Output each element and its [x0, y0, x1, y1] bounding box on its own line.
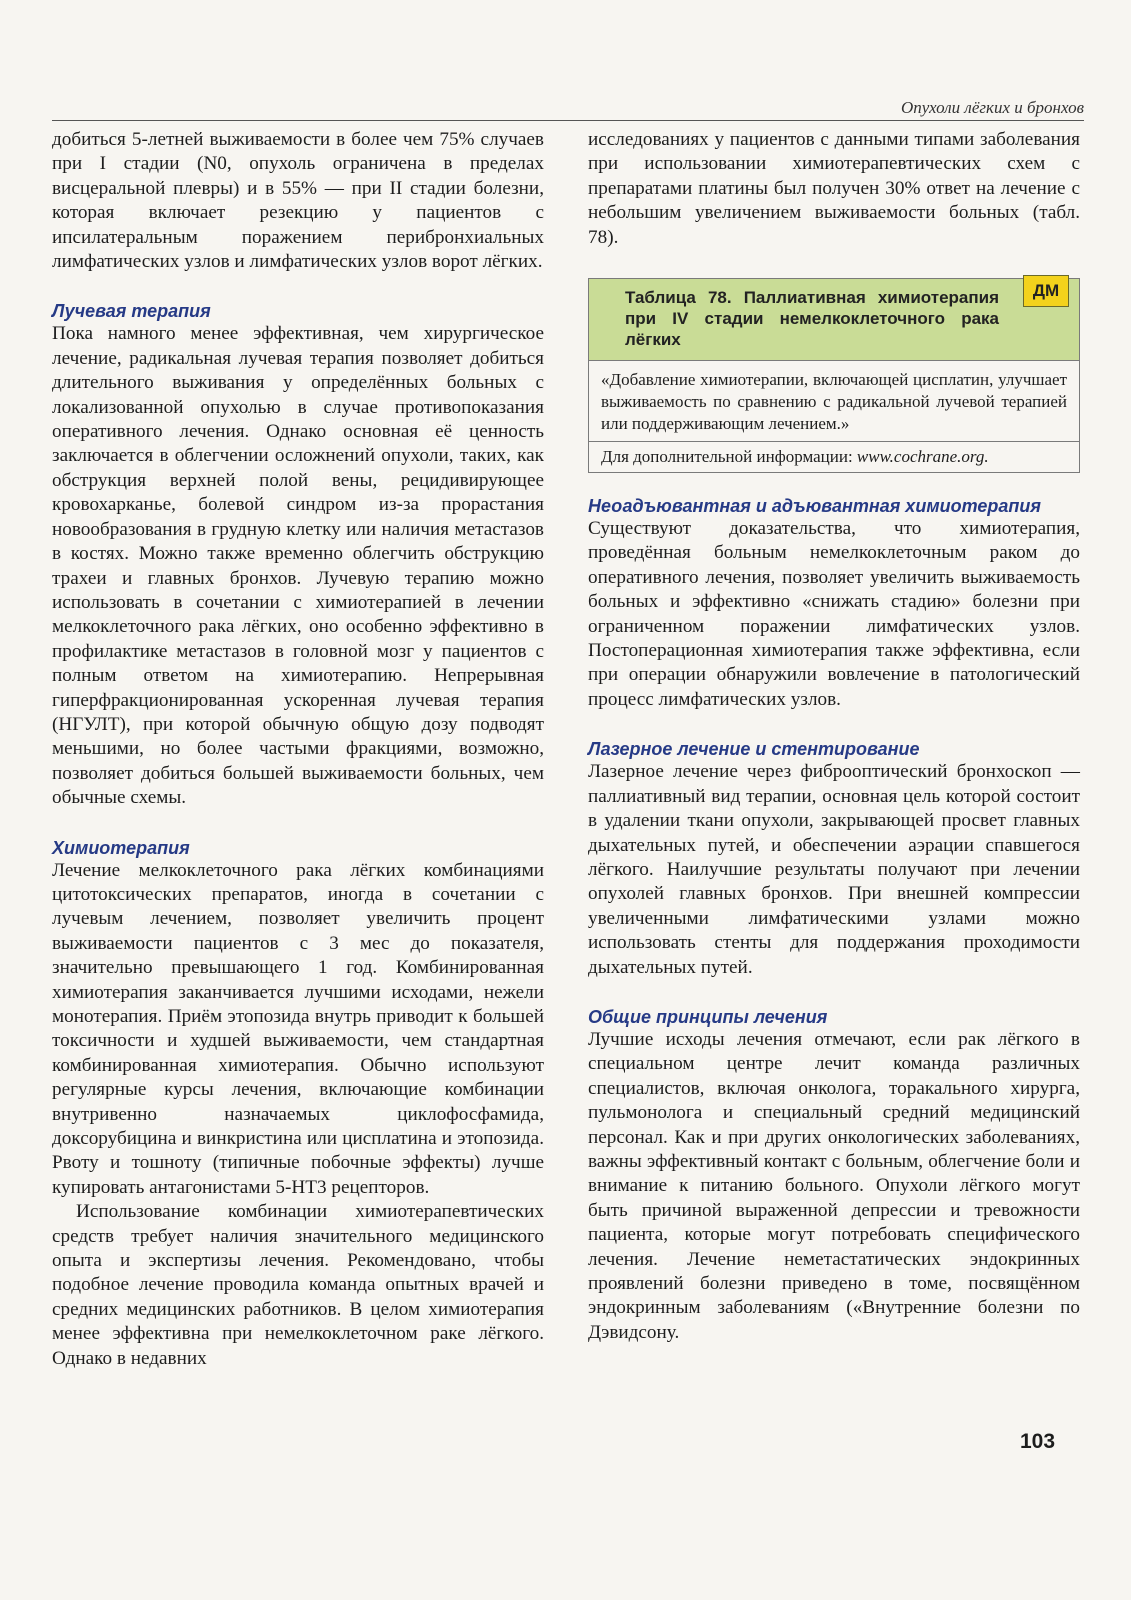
cochrane-link[interactable]: www.cochrane.org. [856, 447, 989, 467]
paragraph-neoadjuvant: Существуют доказательства, что химиотерапия, проведённая больным немелкоклеточным раком до оперативного лечения, позволяет увеличить выживаемость больных и эффективно «снижать стадию» болезни при ограниченном поражении лимфатических узлов. Постоперационная химиотерапия также эффективна, если при операции обнаружили вовлечение в патологический процесс лимфатических узлов. [588, 518, 1080, 710]
table-footer [589, 442, 1079, 472]
dm-badge: ДМ [1023, 275, 1069, 307]
heading-laser: Лазерное лечение и стентирование [588, 739, 920, 760]
paragraph-laser: Лазерное лечение через фиброоптический бронхоскоп — паллиативный вид терапии, основная цель которой состоит в удалении ткани опухоли, закрывающей просвет главных дыхательных путей, и обеспечении аэрации спавшегося лёгкого. Наилучшие результаты получают при лечении опухолей главных бронхов. При внешней компрессии увеличенными лимфатическими узлами можно использовать стенты для поддержания проходимости дыхательных путей. [588, 761, 1080, 978]
heading-neoadjuvant: Неоадъювантная и адъювантная химиотерапия [588, 496, 1041, 517]
left-column [52, 128, 544, 1371]
right-column [588, 128, 1080, 1345]
table-footer-label: Для дополнительной информации: [601, 447, 853, 467]
paragraph-chemotherapy-1: Лечение мелкоклеточного рака лёгких комбинациями цитотоксических препаратов, иногда в сочетании с лучевым лечением, позволяет увеличить процент выживаемости пациентов с 3 мес до показателя, значительно превышающего 1 год. Комбинированная химиотерапия заканчивается лучшими исходами, нежели монотерапия. Приём этопозида внутрь приводит к большей токсичности и худшей выживаемости, чем стандартная комбинированная химиотерапия. Обычно используют регулярные курсы лечения, включающие комбинации внутривенно назначаемых циклофосфамида, доксорубицина и винкристина или цисплатина и этопозида. Рвоту и тошноту (типичные побочные эффекты) лучше купировать антагонистами 5-НТ3 рецепторов. [52, 859, 544, 1198]
page-number: 103 [1020, 1430, 1056, 1453]
heading-chemotherapy: Химиотерапия [52, 837, 190, 858]
header-rule [52, 120, 1084, 121]
table-header [589, 279, 1079, 361]
paragraph-intro: добиться 5-летней выживаемости в более чем 75% случаев при I стадии (N0, опухоль ограничена в пределах висцеральной плевры) и в 55% — при II стадии болезни, которая включает резекцию у пациентов с ипсилатеральным поражением перибронхиальных лимфатических узлов и лимфатических узлов ворот лёгких. [52, 129, 544, 273]
table-title: Таблица 78. Паллиативная химиотерапия при IV стадии немелкоклеточного рака лёгких [625, 288, 999, 350]
heading-radiation-therapy: Лучевая терапия [52, 301, 211, 322]
table-78-box [588, 278, 1080, 473]
running-header: Опухоли лёгких и бронхов [900, 98, 1084, 117]
table-quote: «Добавление химиотерапии, включающей цисплатин, улучшает выживаемость по сравнению с радикальной лучевой терапией или поддерживающим лечением.» [589, 361, 1079, 442]
paragraph-general-principles: Лучшие исходы лечения отмечают, если рак лёгкого в специальном центре лечит команда различных специалистов, включая онколога, торакального хирурга, пульмонолога и специальный средний медицинский персонал. Как и при других онкологических заболеваниях, важны эффективный контакт с больным, облегчение боли и внимание к питанию больного. Опухоли лёгкого могут быть причиной выраженной депрессии и тревожности пациента, которые могут потребовать специфического лечения. Лечение неметастатических эндокринных проявлений болезни приведено в томе, посвящённом эндокринным заболеваниям («Внутренние болезни по Дэвидсону. [588, 1028, 1080, 1343]
heading-general-principles: Общие принципы лечения [588, 1006, 828, 1027]
paragraph-radiation-therapy: Пока намного менее эффективная, чем хирургическое лечение, радикальная лучевая терапия позволяет добиться длительного выживания у определённых больных с локализованной опухолью в случае противопоказания оперативного лечения. Однако основная её ценность заключается в облегчении осложнений опухоли, таких, как обструкция верхней полой вены, рецидивирующее кровохарканье, болевой синдром из-за прорастания новообразования в грудную клетку или наличия метастазов в костях. Можно также временно облегчить обструкцию трахеи и главных бронхов. Лучевую терапию можно использовать в сочетании с химиотерапией в лечении мелкоклеточного рака лёгких, оно особенно эффективно в профилактике метастазов в головной мозг у пациентов с полным ответом на химиотерапию. Непрерывная гиперфракционированная ускоренная лучевая терапия (НГУЛТ), при которой обычную общую дозу подводят меньшими, но более частыми фракциями, возможно, позволяет добиться большей выживаемости больных, чем обычные схемы. [52, 323, 544, 809]
paragraph-continued: исследованиях у пациентов с данными типами заболевания при использовании химиотерапевтических схем с препаратами платины был получен 30% ответ на лечение с небольшим увеличением выживаемости больных (табл. 78). [588, 129, 1080, 248]
paragraph-chemotherapy-2: Использование комбинации химиотерапевтических средств требует наличия значительного медицинского опыта и экспертизы лечения. Рекомендовано, чтобы подобное лечение проводила команда опытных врачей и средних медицинских работников. В целом химиотерапия менее эффективна при немелкоклеточном раке лёгкого. Однако в недавних [52, 1201, 544, 1369]
